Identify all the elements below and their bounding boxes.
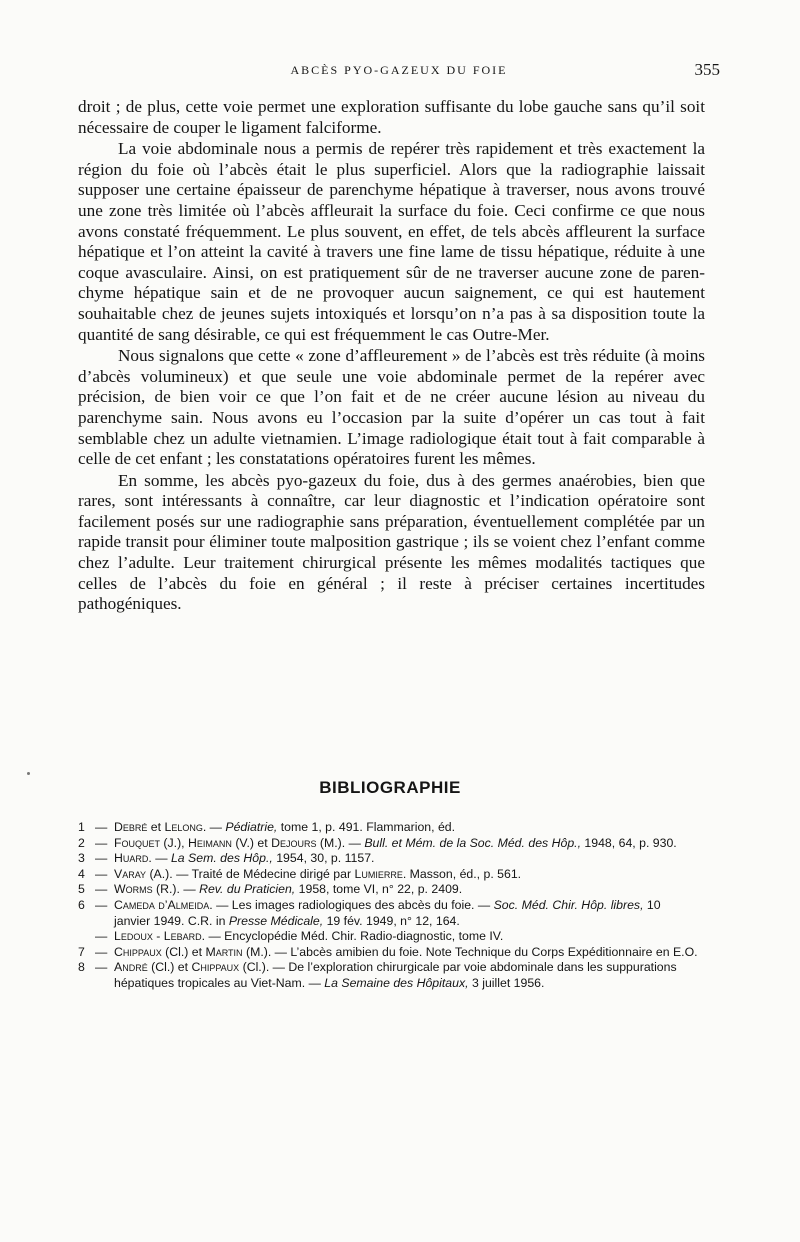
entry-text: Debré et Lelong. — Pédiatrie, tome 1, p. 491. Flammarion, éd. [114, 820, 456, 834]
entry-text: Varay (A.). — Traité de Médecine dirigé par Lumierre. Masson, éd., p. 561. [114, 866, 522, 881]
bibliography-entry [78, 820, 700, 836]
paragraph: Nous signalons que cette « zone d’affleurement » de l’abcès est très réduite (à moins d’abcès volumineux) et que seule une voie abdominale permet de la repérer avec précision, de bien voir ce que l’on fait et de ne créer aucune lésion au niveau du parenchyme sain. Nous avons eu l’occasion par la suite d’opérer un cas tout à fait semblable chez un adulte vietnamien. L’image radiologique était tout à fait comparable à celle de cet enfant ; les constatations opératoires furent les mêmes. [78, 346, 705, 469]
bibliography-entry [78, 867, 700, 883]
bibliography-entry [78, 851, 700, 867]
page-number: 355 [694, 60, 720, 79]
entry-dash: — [95, 866, 108, 881]
running-header [78, 60, 720, 82]
entry-dash: — [95, 882, 108, 897]
entry-text: Huard. — La Sem. des Hôp., 1954, 30, p. 1157. [114, 851, 375, 866]
entry-number: 3 [78, 851, 85, 866]
paragraph: En somme, les abcès pyo-gazeux du foie, dus à des germes anaérobies, bien que rares, sont intéressants à connaître, car leur diagnostic et l’indication opératoire sont facilement posés sur une radiographie sans préparation, éventuellement complétée par un rapide transit pour éliminer toute malposition gastrique ; ils se voient chez l’enfant comme chez l’adulte. Leur traitement chirurgical présente les mêmes modalités tactiques que celles de l’abcès du foie en général ; il reste à préciser certaines incertitudes pathogéniques. [78, 470, 705, 614]
entry-dash: — [95, 960, 108, 975]
paragraph: La voie abdominale nous a permis de repérer très rapidement et très exactement la région du foie où l’abcès était le plus superficiel. Alors que la radiographie laissait supposer une certaine épaisseur de parenchyme hépatique à traverser, nous avons trouvé une zone très limitée où l’abcès affleurait la surface du foie. Ceci confirme ce que nous avons constaté fréquemment. Le plus souvent, en effet, de tels abcès affleurent la surface hépatique et l’on atteint la cavité à travers une fine lame de tissu hépatique, réduite à une coque avasculaire. Ainsi, on est pratiquement sûr de ne traverser aucune zone de parenchyme hépatique sain et de ne provoquer aucun saignement, ce qui est hautement souhaitable chez de jeunes sujets intoxiqués et lorsqu’on n’a pas à sa disposition toute la quantité de sang désirable, ce qui est fréquemment le cas Outre-Mer. [78, 139, 705, 344]
entry-dash: — [95, 820, 108, 834]
body-text [78, 97, 705, 615]
bibliography-entry [78, 929, 700, 945]
bibliography-entry [78, 960, 700, 991]
bibliography-entry [78, 882, 700, 898]
entry-number: 1 [78, 820, 85, 834]
entry-text: André (Cl.) et Chippaux (Cl.). — De l’exploration chirurgicale par voie abdominale dans les suppurations hépatiques tropicales au Viet-Nam. — La Semaine des Hôpitaux, 3 juillet 1956. [114, 960, 677, 990]
entry-dash: — [95, 944, 108, 959]
margin-speck [27, 772, 30, 775]
entry-number: 7 [78, 944, 85, 959]
entry-dash: — [95, 897, 108, 912]
entry-text: Ledoux - Lebard. — Encyclopédie Méd. Chir. Radio-diagnostic, tome IV. [114, 929, 504, 944]
entry-dash: — [95, 835, 108, 850]
entry-number: 8 [78, 960, 85, 975]
bibliography-heading: BIBLIOGRAPHIE [319, 778, 461, 797]
entry-number: 2 [78, 835, 85, 850]
entry-number: 6 [78, 897, 85, 912]
entry-number: 5 [78, 882, 85, 897]
entry-dash: — [95, 851, 108, 866]
bibliography-entry [78, 945, 700, 961]
bibliography-entry [78, 836, 700, 852]
entry-text: Fouquet (J.), Heimann (V.) et Dejours (M.). — Bull. et Mém. de la Soc. Méd. des Hôp., 1948, 64, p. 930. [114, 835, 677, 850]
bibliography-entry [78, 898, 700, 929]
entry-text: Chippaux (Cl.) et Martin (M.). — L’abcès amibien du foie. Note Technique du Corps Expéditionnaire en E.O. [114, 944, 698, 959]
running-title: ABCÈS PYO-GAZEUX DU FOIE [290, 63, 508, 77]
bibliography-list [78, 820, 700, 992]
paragraph: droit ; de plus, cette voie permet une exploration suffisante du lobe gauche sans qu’il soit nécessaire de couper le ligament falciforme. [78, 97, 705, 137]
entry-text: Worms (R.). — Rev. du Praticien, 1958, tome VI, n° 22, p. 2409. [114, 882, 463, 897]
entry-text: Cameda d’Almeida. — Les images radiologiques des abcès du foie. — Soc. Méd. Chir. Hôp. libres, 10 janvier 1949. C.R. in Presse Médicale, 19 fév. 1949, n° 12, 164. [114, 897, 661, 928]
entry-number: 4 [78, 866, 85, 881]
entry-dash: — [95, 929, 108, 944]
